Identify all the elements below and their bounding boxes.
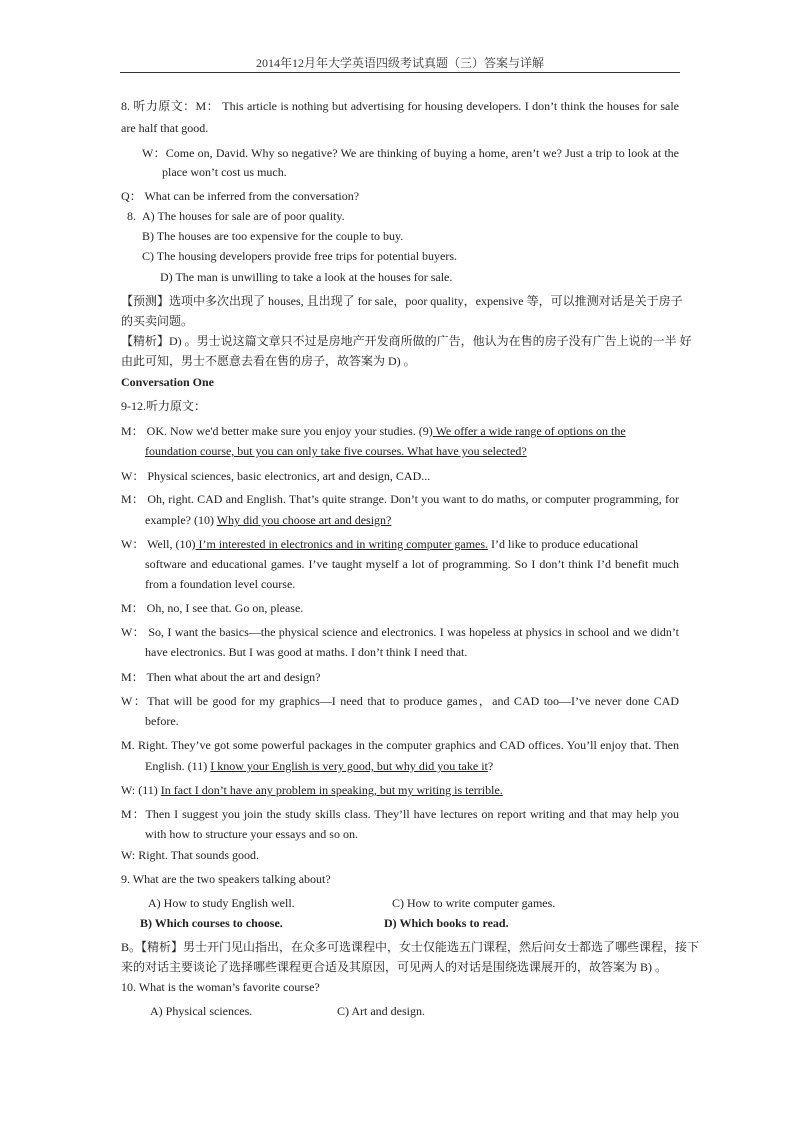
turn9-line2 [145,759,493,773]
turn11-line2: with how to structure your essays and so on. [145,827,358,841]
q9-analysis-line2: 来的对话主要谈论了选择哪些课程更合适及其原因，可见两人的对话是围绕选课展开的，故答案为 B) 。 [121,960,668,974]
page-header: 2014年12月年大学英语四级考试真题（三）答案与详解 [255,56,544,70]
q8-woman-line2: place won’t cost us much. [162,165,287,179]
q8-transcript-line2: are half that good. [121,121,209,135]
turn9-underlined: I know your English is very good, but why did you take it [210,759,488,773]
turn4-line2: software and educational games. I’ve taught myself a lot of programming. So I don’t think I’d benefit much [145,557,679,571]
turn3-line2 [145,513,391,527]
q8-prediction-line2: 的买卖问题。 [121,314,194,328]
turn7: M： Then what about the art and design? [121,670,321,684]
turn3-text: example? (10) [145,513,217,527]
turn12: W: Right. That sounds good. [121,848,259,862]
q9-analysis-line1: B。【精析】男士开门见山指出，在众多可选课程中，女士仅能选五门课程，然后问女士都选了哪些课程，接下 [121,940,700,954]
turn1-text: M： OK. Now we'd better make sure you enjoy your studies. (9) [121,424,433,438]
turn9-line1: M. Right. They’ve got some powerful packages in the computer graphics and CAD offices. You’ll enjoy that. Then [121,738,679,752]
turn6-line1: W： So, I want the basics—the physical science and electronics. I was hopeless at physics in school and we didn’t [121,625,679,639]
turn4-text-after: I’d like to produce educational [488,537,639,551]
turn3-line1: M： Oh, right. CAD and English. That’s quite strange. Don’t you want to do maths, or computer programming, for [121,492,679,506]
q8-option-d: D) The man is unwilling to take a look at the houses for sale. [160,270,453,284]
q9-option-d: D) Which books to read. [384,916,509,930]
turn8-line2: before. [145,714,179,728]
q9-question: 9. What are the two speakers talking about? [121,872,331,886]
q9-option-a: A) How to study English well. [148,896,295,910]
q8-option-a: A) The houses for sale are of poor quality. [142,209,345,223]
turn2: W： Physical sciences, basic electronics, art and design, CAD... [121,469,431,483]
q10-option-c: C) Art and design. [337,1004,425,1018]
q10-option-a: A) Physical sciences. [150,1004,253,1018]
q8-number: 8. [127,209,136,223]
section-heading: Conversation One [121,375,214,389]
q9-option-c: C) How to write computer games. [392,896,556,910]
turn8-line1: W：That will be good for my graphics—I need that to produce games，and CAD too—I’ve never done CAD [121,694,679,708]
turn10-text: W: (11) [121,783,161,797]
turn1-underlined: We offer a wide range of options on the [432,424,626,438]
q8-transcript-line1: 8. 听力原文：M： This article is nothing but advertising for housing developers. I don’t think the houses for sale [121,99,679,113]
turn4-text: W： Well, (10) [121,537,196,551]
turn9-text-after: ? [487,759,494,773]
q10-question: 10. What is the woman’s favorite course? [121,980,320,994]
conversation-intro: 9-12.听力原文： [121,399,206,413]
turn3-underlined: Why did you choose art and design? [216,513,392,527]
header-rule [120,72,680,73]
q9-option-b: B) Which courses to choose. [140,916,283,930]
q8-analysis-line2: 由此可知，男士不愿意去看在售的房子，故答案为 D) 。 [121,354,416,368]
turn10 [121,783,503,797]
turn11-line1: M：Then I suggest you join the study skills class. They’ll have lectures on report writing and that may help you [121,807,679,821]
turn5: M： Oh, no, I see that. Go on, please. [121,601,304,615]
q8-analysis-line1: 【精析】D) 。男士说这篇文章只不过是房地产开发商所做的广告，他认为在售的房子没有广告上说的一半 好 [121,334,692,348]
turn6-line2: have electronics. But I was good at maths. I don’t think I need that. [145,645,468,659]
turn10-underlined: In fact I don’t have any problem in speaking, but my writing is terrible. [160,783,503,797]
turn1-line2: foundation course, but you can only take five courses. What have you selected? [145,444,527,458]
turn4-line3: from a foundation level course. [145,577,296,591]
q8-option-c: C) The housing developers provide free trips for potential buyers. [142,249,458,263]
turn4-line1 [121,537,638,551]
turn9-text: English. (11) [145,759,211,773]
turn4-underlined: I’m interested in electronics and in writing computer games. [195,537,489,551]
q8-prediction-line1: 【预测】选项中多次出现了 houses, 且出现了 for sale，poor quality，expensive 等，可以推测对话是关于房子 [121,294,683,308]
q8-question: Q： What can be inferred from the conversation? [121,189,360,203]
turn1-line1 [121,424,626,438]
q8-woman-line1: W：Come on, David. Why so negative? We are thinking of buying a home, aren’t we? Just a trip to look at the [142,146,679,160]
q8-option-b: B) The houses are too expensive for the couple to buy. [142,229,404,243]
